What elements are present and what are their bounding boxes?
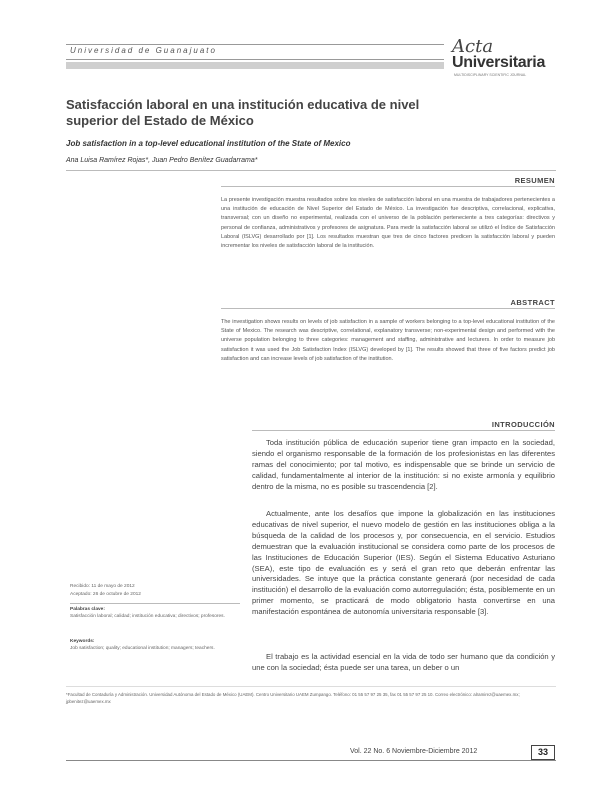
intro-paragraph-1: Toda institución pública de educación superior tiene gran impacto en la sociedad, siendo el organismo responsable de la formación de los profesionistas en las diferentes ramas del conocimiento; por tal motivo, es indispensable que se brinde un servicio de calidad, fundamentalmente al interior de la institución: si no existe armonía y equilibrio dentro de la misma, no es posible su trascendencia [2]. — [252, 438, 555, 491]
keywords-en — [70, 638, 240, 652]
author-footnote: *Facultad de Contaduría y Administración. Universidad Autónoma del Estado de México (UAEM). Centro Universitario UAEM Zumpango. Teléfono: 01 55 57 97 25 35, fax 01 55 57 97 25 10. Correo electrónico: alramirez@uaemex.mx; jpbenitez@uaemex.mx — [66, 692, 520, 704]
resumen-heading: RESUMEN — [514, 176, 555, 185]
intro-paragraph-2: Actualmente, ante los desafíos que impone la globalización en las instituciones educativas de nivel superior, el nuevo modelo de gestión en las instituciones obliga a la búsqueda de la calidad de los procesos y, por consecuencia, en el servicio. Estudios demuestran que la evaluación institucional se considera como parte de los procesos de las Instituciones de Educación Superior (IES). Según el Sistema Educativo Asturiano (SEA), este tipo de evaluación es y será el gran reto que deberán enfrentar las universidades. Se intuye que la práctica constante generará (por necesidad de cada institución) el desarrollo de la evaluación como autorregulación; ésta, posiblemente en un primer momento, se practicará de modo obligatorio hasta convertirse en una manifestación espontánea de autonomía universitaria responsable [3]. — [252, 509, 555, 617]
issue-info: Vol. 22 No. 6 Noviembre-Diciembre 2012 — [350, 748, 478, 755]
keywords-en-text: Job satisfaction; quality; educational institution; managers; teachers. — [70, 646, 215, 651]
keywords-es-text: Satisfacción laboral; calidad; institución educativa; directivos; profesores. — [70, 614, 225, 619]
divider — [66, 686, 556, 687]
article-title-en: Job satisfaction in a top-level educational institution of the State of Mexico — [66, 139, 351, 148]
resumen-text: La presente investigación muestra resultados sobre los niveles de satisfacción laboral en una muestra de trabajadores pertenecientes a una institución de educación de Nivel Superior del Estado de México. La investigación fue descriptiva, correlacional, explicativa, transversal; con un diseño no experimental, realizada con el universo de la población perteneciente a tres categorías: directivos y personal de confianza, administrativos y profesores de asignatura. Para medir la satisfacción laboral se utilizó el Índice de Satisfacción Laboral (ISLVG) desarrollado por [1]. Los resultados muestran que tres de cinco factores predicen la satisfacción laboral y pueden incrementar los niveles de satisfacción laboral de la institución. — [221, 197, 555, 250]
keywords-es-label: Palabras clave: — [70, 607, 105, 612]
university-name: Universidad de Guanajuato — [70, 46, 217, 55]
intro-heading: INTRODUCCIÓN — [491, 420, 555, 429]
accepted-date: Aceptado: 26 de octubre de 2012 — [70, 592, 141, 597]
journal-logo — [452, 36, 562, 78]
abstract-heading: ABSTRACT — [510, 298, 555, 307]
logo-subtitle: MULTIDISCIPLINARY SCIENTIFIC JOURNAL — [454, 73, 527, 77]
page-number: 33 — [531, 745, 555, 760]
article-title-es: Satisfacción laboral en una institución educativa de nivel superior del Estado de México — [66, 97, 420, 128]
logo-universitaria-text: Universitaria — [452, 54, 546, 71]
divider — [66, 170, 556, 171]
intro-paragraph-3: El trabajo es la actividad esencial en la vida de todo ser humano que da condición y une con la sociedad; ésta puede ser una tarea, un deber o un — [252, 652, 555, 672]
keywords-es — [70, 606, 240, 620]
article-authors: Ana Luisa Ramírez Rojas*, Juan Pedro Benítez Guadarrama* — [66, 157, 258, 164]
footer-rule — [66, 760, 556, 761]
received-date: Recibido: 11 de mayo de 2012 — [70, 584, 135, 589]
divider — [70, 603, 240, 604]
logo-acta-text: Acta — [452, 36, 494, 57]
abstract-text: The investigation shows results on levels of job satisfaction in a sample of workers belonging to a top-level educational institution of the State of Mexico. The research was descriptive, correlational, explanatory transverse; non-experimental design and performed with the universe population belonging to three categories: management and staffing, administrative and lecturers. In order to measure job satisfaction it was used the Job Satisfaction Index (ISLVG) developed by [1]. The results showed that three of five factors predict job satisfaction and can increase levels of job satisfaction of the institution. — [221, 319, 555, 362]
divider — [221, 186, 555, 187]
keywords-en-label: Keywords: — [70, 639, 95, 644]
divider — [221, 308, 555, 309]
divider — [252, 430, 555, 431]
header-bar — [66, 44, 444, 60]
header-band — [66, 62, 444, 69]
